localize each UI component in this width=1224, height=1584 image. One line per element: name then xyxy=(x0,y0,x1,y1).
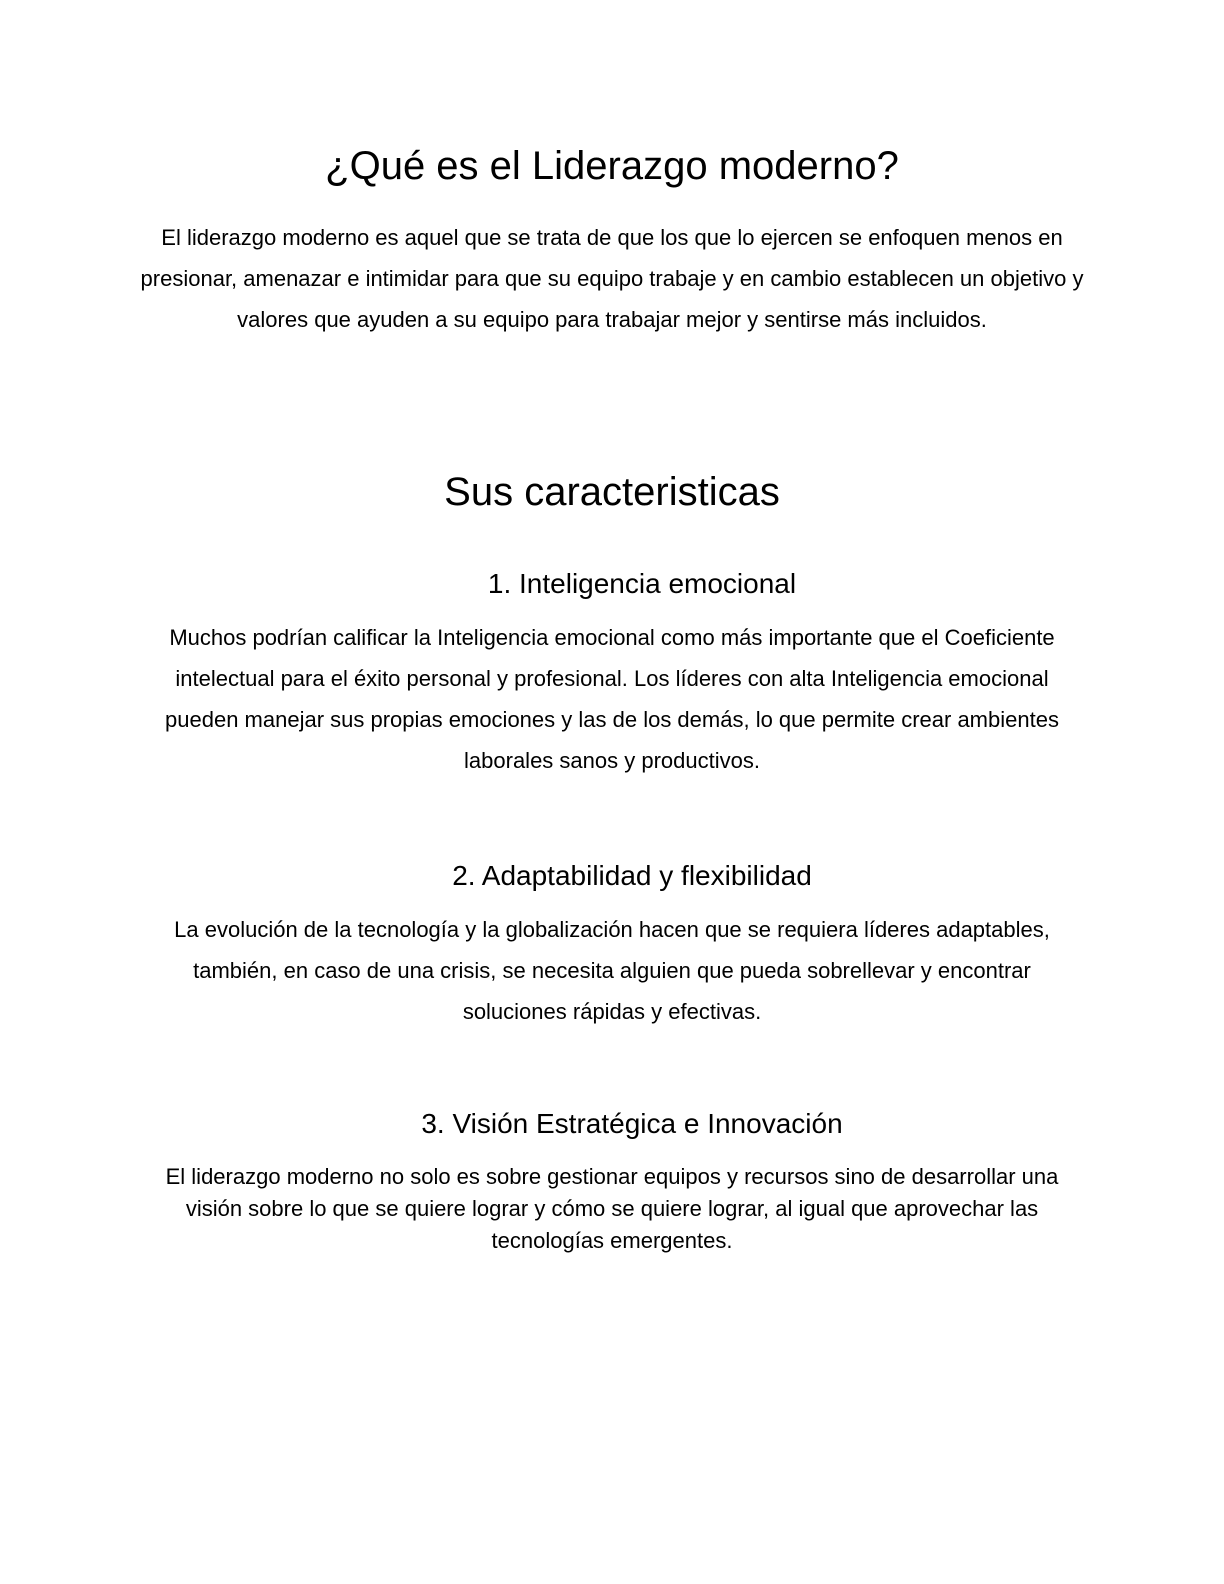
intro-paragraph: El liderazgo moderno es aquel que se trata de que los que lo ejercen se enfoquen menos en presionar, amenazar e intimidar para que su equipo trabaje y en cambio establecen un objetivo y valores que ayuden a su equipo para trabajar mejor y sentirse más incluidos. xyxy=(140,225,1084,332)
item-heading-2: 2. Adaptabilidad y flexibilidad xyxy=(452,860,812,891)
item-body-2: La evolución de la tecnología y la globalización hacen que se requiera líderes adaptables, también, en caso de una crisis, se necesita alguien que pueda sobrellevar y encontrar soluciones rápidas y efectivas. xyxy=(174,917,1050,1024)
item-heading-3: 3. Visión Estratégica e Innovación xyxy=(421,1108,843,1139)
item-heading-1: 1. Inteligencia emocional xyxy=(487,568,797,599)
page-title: ¿Qué es el Liderazgo moderno? xyxy=(325,144,899,188)
item-body-3: El liderazgo moderno no solo es sobre gestionar equipos y recursos sino de desarrollar una visión sobre lo que se quiere lograr y cómo se quiere lograr, al igual que aprovechar las tecnologías emergentes. xyxy=(165,1164,1059,1253)
item-body-1: Muchos podrían calificar la Inteligencia emocional como más importante que el Coeficiente intelectual para el éxito personal y profesional. Los líderes con alta Inteligencia emocional pueden manejar sus propias emociones y las de los demás, lo que permite crear ambientes laborales sanos y productivos. xyxy=(165,625,1059,773)
section-title: Sus caracteristicas xyxy=(444,470,780,514)
